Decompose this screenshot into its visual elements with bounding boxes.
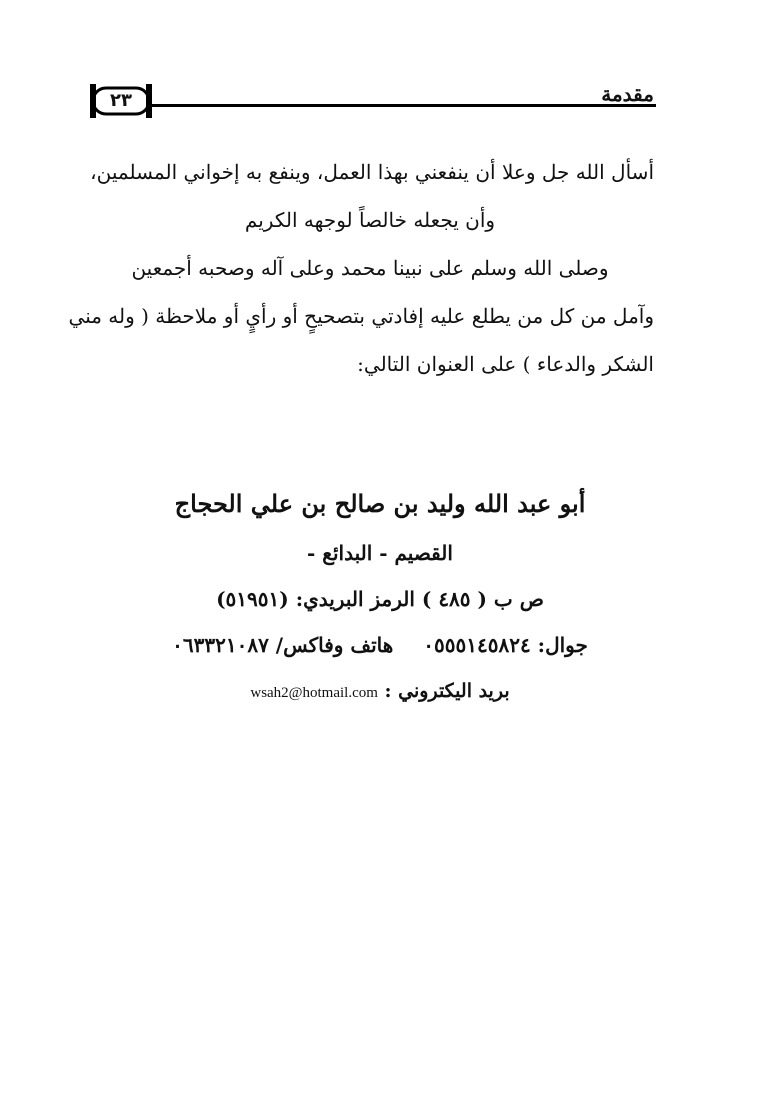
mobile-number: جوال: ٠٥٥٥١٤٥٨٢٤	[423, 633, 588, 657]
po-box: ص ب ( ٤٨٥ ) الرمز البريدي: (٥١٩٥١)	[216, 587, 544, 611]
intro-paragraph	[68, 148, 654, 388]
email-address[interactable]: wsah2@hotmail.com	[250, 685, 378, 701]
author-name: أبو عبد الله وليد بن صالح بن علي الحجاج	[174, 489, 586, 518]
email-label: بريد اليكتروني :	[384, 680, 510, 702]
contact-block	[110, 478, 650, 716]
header-rule	[150, 104, 656, 107]
chapter-title: مقدمة	[601, 82, 654, 106]
paragraph-line: وصلى الله وسلم على نبينا محمد وعلى آله وصحبه أجمعين	[131, 256, 609, 280]
paragraph-line: الشكر والدعاء ) على العنوان التالي:	[357, 352, 654, 376]
page-number-badge	[90, 84, 152, 118]
phone-line	[110, 622, 650, 668]
paragraph-line: أسأل الله جل وعلا أن ينفعني بهذا العمل، وينفع به إخواني المسلمين،	[90, 160, 654, 184]
paragraph-line: وأن يجعله خالصاً لوجهه الكريم	[244, 208, 496, 232]
email-line	[110, 668, 650, 716]
paragraph-line: وآمل من كل من يطلع عليه إفادتي بتصحيحٍ أو رأيٍ أو ملاحظة ( وله مني	[68, 304, 654, 328]
page-number: ٢٣	[110, 90, 132, 111]
location: القصيم - البدائع -	[307, 541, 453, 565]
phone-fax-number: هاتف وفاكس/ ٠٦٣٣٢١٠٨٧	[172, 633, 394, 657]
